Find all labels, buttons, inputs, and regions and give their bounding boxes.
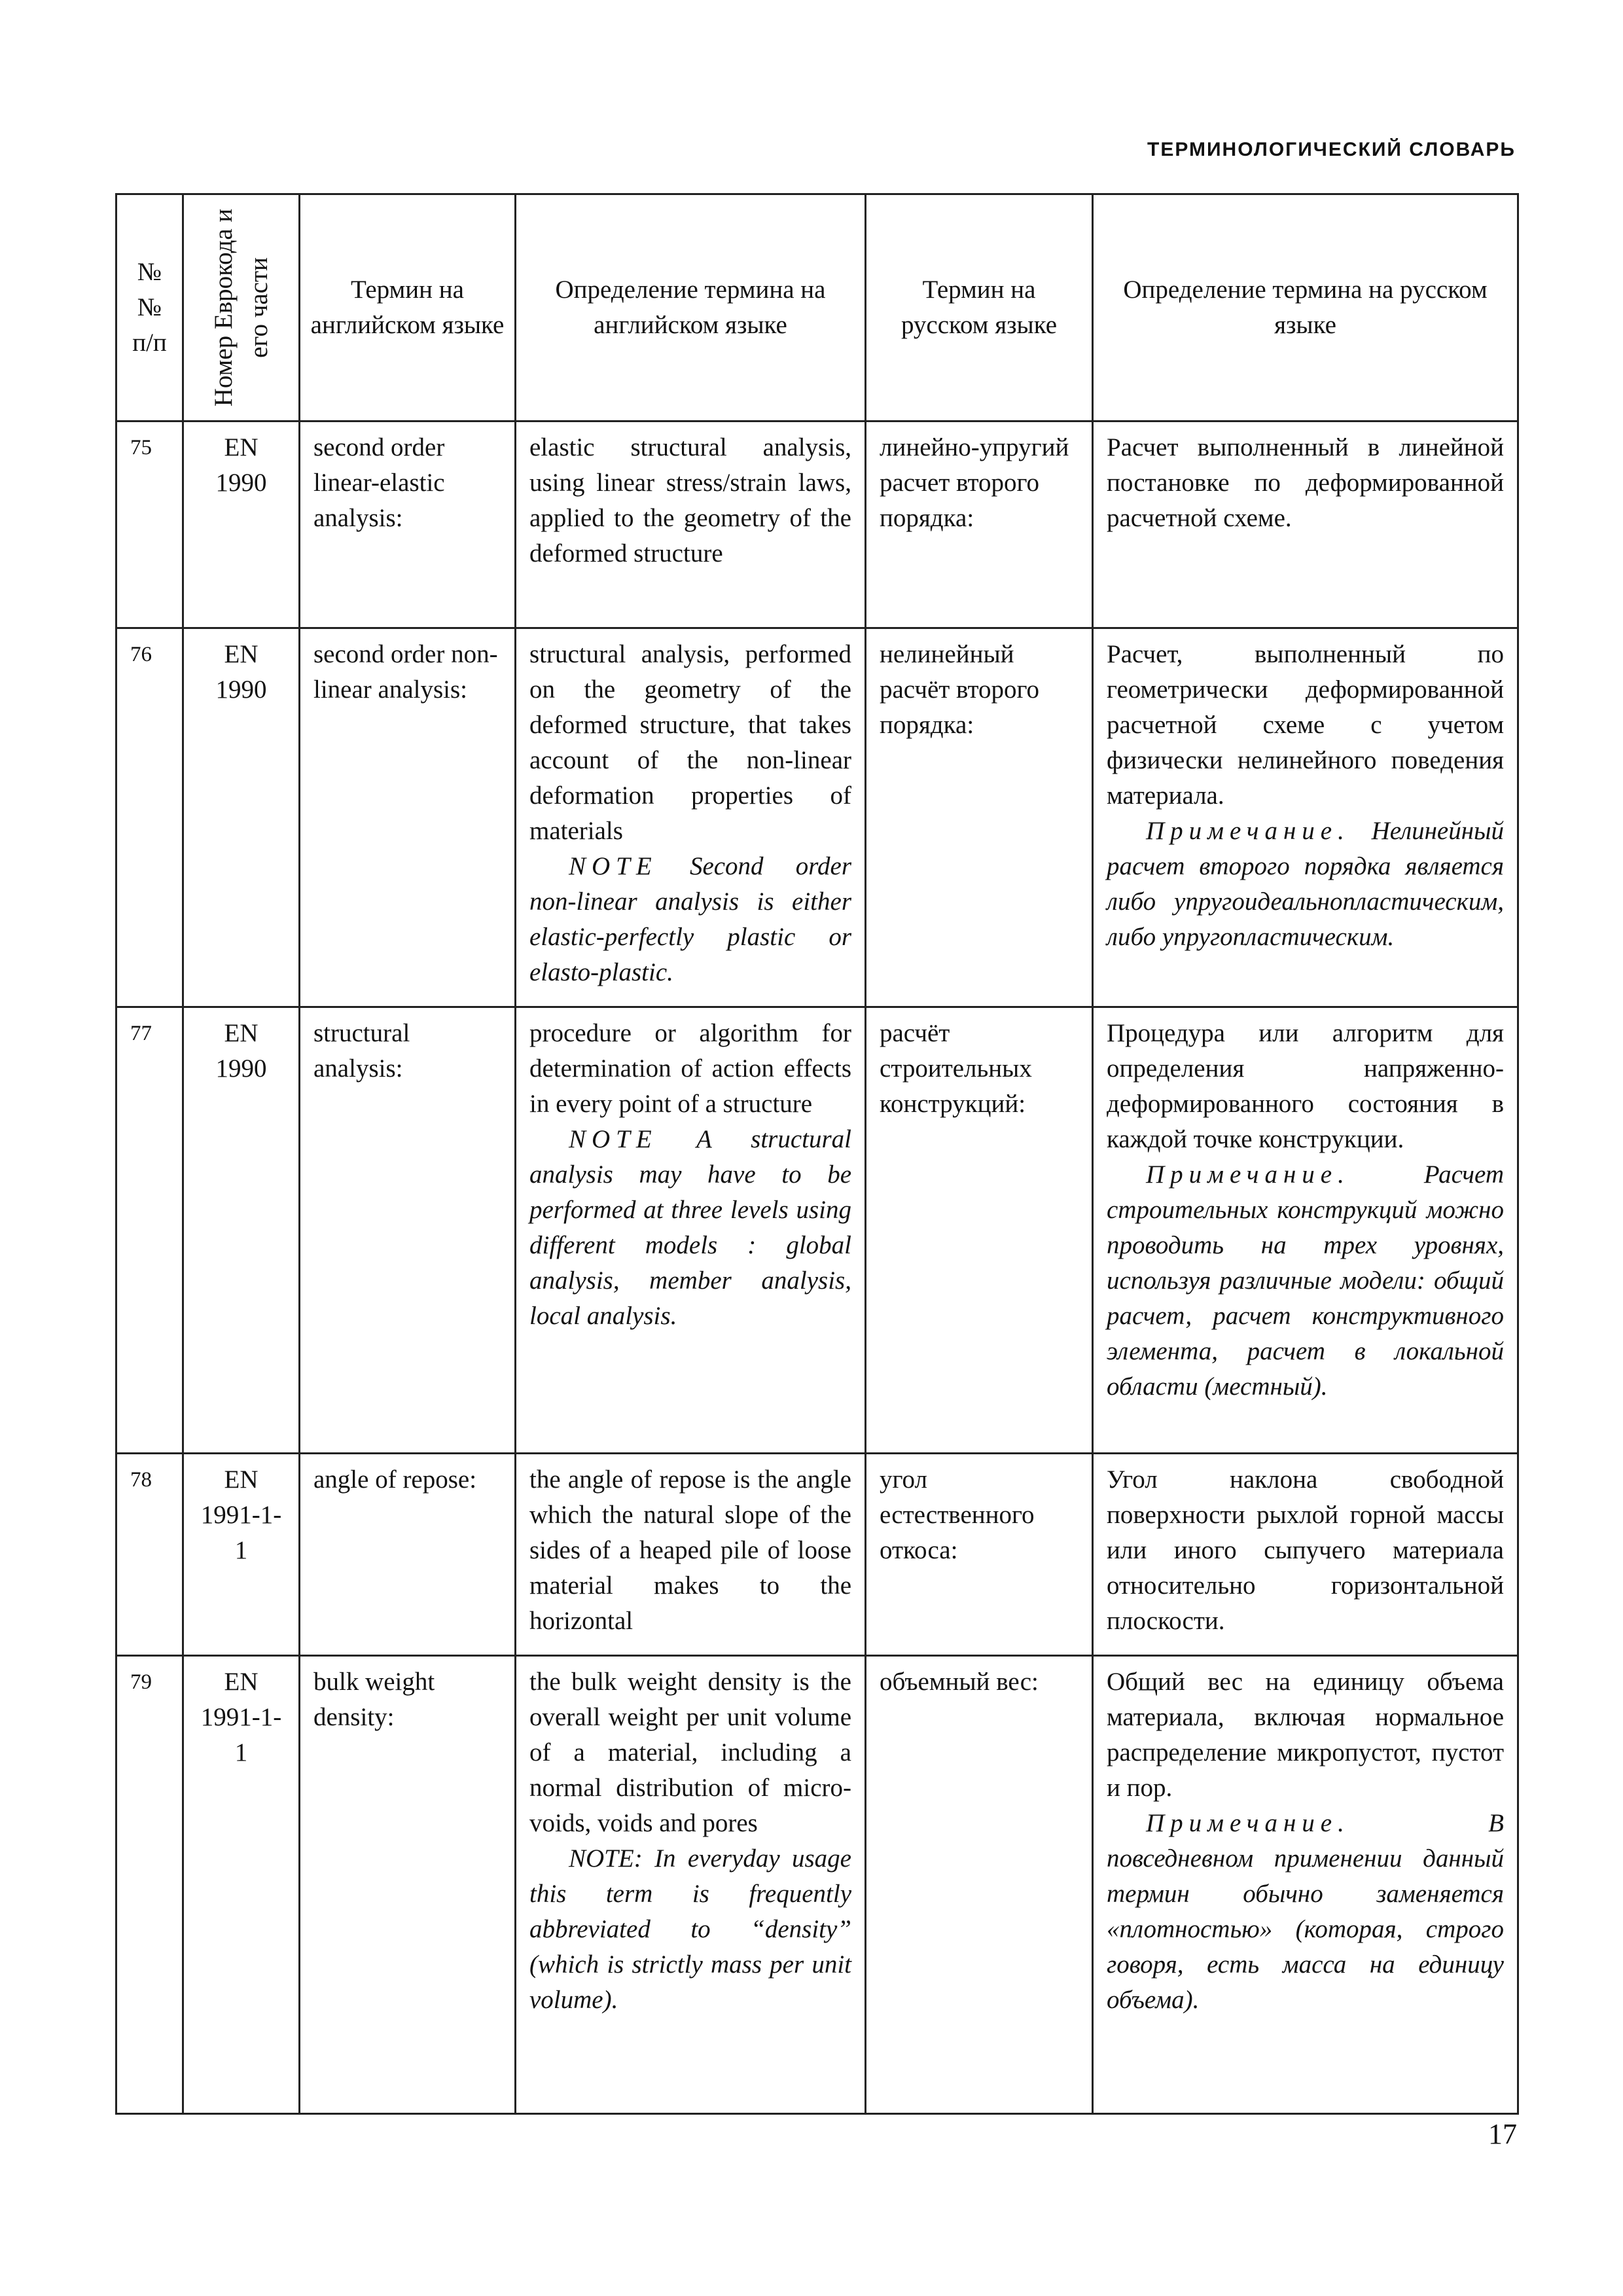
definition-ru-text: Расчет, выполненный по геометрически деформированной расчетной схеме с учетом физически нелинейного поведения материала. [1107, 640, 1504, 810]
table-row [116, 1656, 1518, 2114]
note-text: Second order non-linear analysis is either elastic-perfectly plastic or elasto-plastic. [529, 852, 852, 986]
col-header-term-ru: Термин на русском языке [866, 194, 1093, 422]
definition-en-text: elastic structural analysis, using linear stress/strain laws, applied to the geometry of the deformed structure [529, 433, 851, 567]
definition-ru-note [1107, 1806, 1504, 2018]
definition-en-text: the bulk weight density is the overall weight per unit volume of a material, including a normal distribution of micro-voids, voids and pores [529, 1668, 851, 1837]
term-ru: линейно-упругий расчет второго порядка: [866, 422, 1093, 628]
term-en: structural analysis: [300, 1007, 516, 1454]
definition-en-note [529, 1122, 851, 1334]
note-text: Расчет строительных конструкций можно проводить на трех уровнях, используя различные модели: общий расчет, расчет конструктивного элемента, расчет в локальной области (местный). [1107, 1160, 1504, 1401]
definition-en-text: the angle of repose is the angle which the natural slope of the sides of a heaped pile of loose material makes to the horizontal [529, 1465, 851, 1635]
term-ru: угол естественного откоса: [866, 1454, 1093, 1656]
definition-ru [1093, 628, 1518, 1007]
table-row [116, 628, 1518, 1007]
col-header-def-en: Определение термина на английском языке [516, 194, 866, 422]
running-header: ТЕРМИНОЛОГИЧЕСКИЙ СЛОВАРЬ [1147, 139, 1516, 160]
note-label: Примечание. [1146, 1160, 1350, 1189]
definition-en [516, 628, 866, 1007]
definition-en [516, 1656, 866, 2114]
col-header-def-ru: Определение термина на русском языке [1093, 194, 1518, 422]
definition-ru-text: Расчет выполненный в линейной постановке по деформированной расчетной схеме. [1107, 433, 1504, 532]
row-number: 78 [116, 1454, 183, 1656]
definition-en [516, 1007, 866, 1454]
definition-en-text: structural analysis, performed on the geometry of the deformed structure, that takes account of the non-linear deformation properties of materials [529, 640, 851, 845]
note-text: Нелинейный расчет второго порядка является либо упругоидеальнопластическим, либо упругопластическим. [1107, 817, 1504, 951]
table-row [116, 422, 1518, 628]
term-en: second order linear-elastic analysis: [300, 422, 516, 628]
row-number: 76 [116, 628, 183, 1007]
definition-ru [1093, 1007, 1518, 1454]
definition-ru-text: Общий вес на единицу объема материала, включая нормальное распределение микропустот, пустот и пор. [1107, 1668, 1504, 1802]
definition-en [516, 422, 866, 628]
note-label: Примечание. [1146, 817, 1350, 845]
row-number: 79 [116, 1656, 183, 2114]
col-header-num: №№ п/п [116, 194, 183, 422]
term-ru: нелинейный расчёт второго порядка: [866, 628, 1093, 1007]
eurocode-ref: EN 1990 [183, 628, 300, 1007]
glossary-table [115, 193, 1519, 2115]
col-header-term-en: Термин на английском языке [300, 194, 516, 422]
header-row [116, 194, 1518, 422]
definition-en-note: NOTE: In everyday usage this term is frequently abbreviated to “density” (which is strictly mass per unit volume). [529, 1844, 851, 2014]
definition-ru-text: Угол наклона свободной поверхности рыхлой горной массы или иного сыпучего материала относительно горизонтальной плоскости. [1107, 1465, 1504, 1635]
note-label: NOTE [569, 1125, 658, 1153]
definition-ru-note [1107, 1157, 1504, 1405]
table-row [116, 1007, 1518, 1454]
col-header-eurocode [183, 194, 300, 422]
term-ru: расчёт строительных конструкций: [866, 1007, 1093, 1454]
eurocode-ref: EN 1991-1-1 [183, 1454, 300, 1656]
note-label: Примечание. [1146, 1809, 1350, 1837]
term-en: bulk weight density: [300, 1656, 516, 2114]
definition-en-text: procedure or algorithm for determination of action effects in every point of a structure [529, 1019, 851, 1118]
row-number: 77 [116, 1007, 183, 1454]
page-number: 17 [1488, 2118, 1517, 2150]
note-label: NOTE [569, 852, 658, 880]
definition-ru-text: Процедура или алгоритм для определения напряженно-деформированного состояния в каждой точке конструкции. [1107, 1019, 1504, 1153]
row-number: 75 [116, 422, 183, 628]
note-text: A structural analysis may have to be performed at three levels using different models : global analysis, member analysis, local analysis. [529, 1125, 851, 1330]
term-ru: объемный вес: [866, 1656, 1093, 2114]
definition-ru [1093, 1656, 1518, 2114]
definition-ru [1093, 1454, 1518, 1656]
eurocode-ref: EN 1990 [183, 422, 300, 628]
definition-ru-note [1107, 814, 1504, 955]
term-en: angle of repose: [300, 1454, 516, 1656]
eurocode-ref: EN 1991-1-1 [183, 1656, 300, 2114]
note-text: В повседневном применении данный термин обычно заменяется «плотностью» (которая, строго говоря, есть масса на единицу объема). [1107, 1809, 1504, 2014]
eurocode-ref: EN 1990 [183, 1007, 300, 1454]
definition-en-note [529, 849, 851, 990]
definition-ru [1093, 422, 1518, 628]
col-header-eurocode-label: Номер Еврокода и его части [209, 208, 273, 407]
definition-en [516, 1454, 866, 1656]
table-row [116, 1454, 1518, 1656]
term-en: second order non-linear analysis: [300, 628, 516, 1007]
